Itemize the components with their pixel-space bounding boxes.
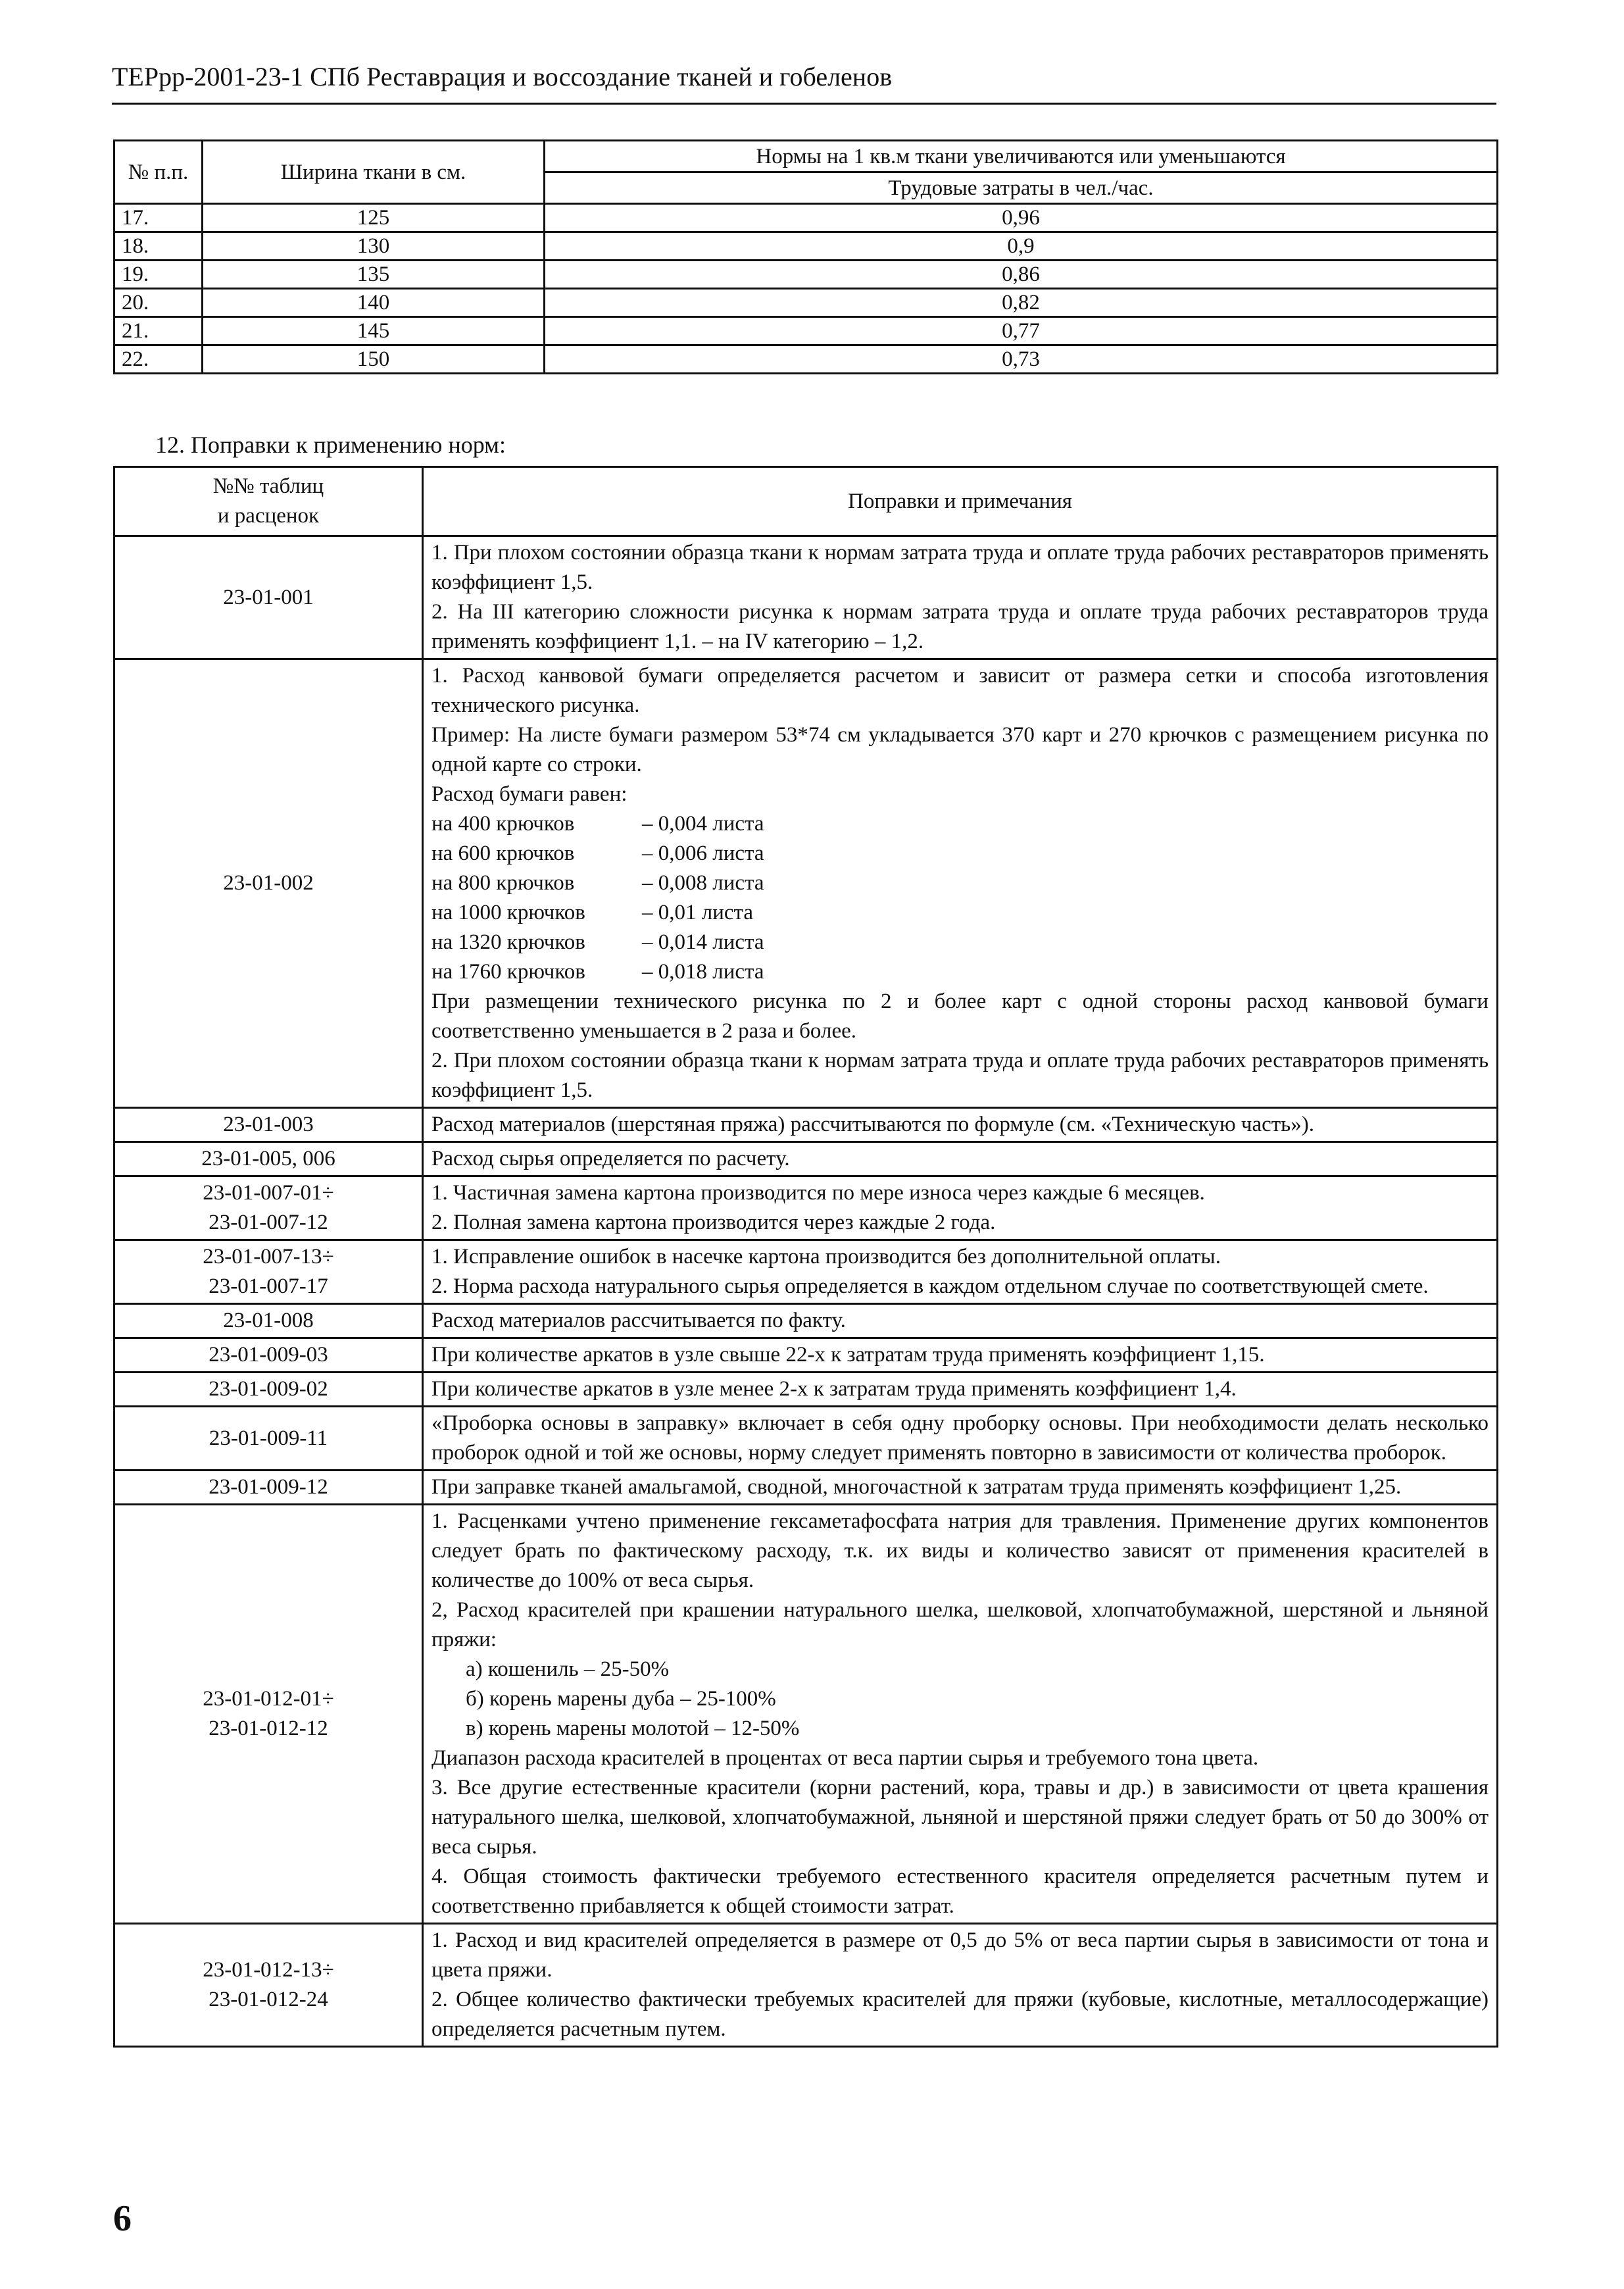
correction-note bbox=[423, 1338, 1498, 1372]
paper-consumption-line bbox=[431, 809, 1489, 839]
rate-code-line: 23-01-008 bbox=[223, 1309, 314, 1332]
note-line: 1. Расценками учтено применение гексаметафосфата натрия для травления. Применение других компонентов следует брать по фактическому расходу, т.к. их виды и количество зависят от применения красителей в количестве до 100% от веса сырья. bbox=[431, 1509, 1489, 1592]
rate-code bbox=[114, 1372, 423, 1407]
page-number: 6 bbox=[113, 2198, 132, 2239]
sheets-value: – 0,014 листа bbox=[642, 930, 764, 954]
correction-note bbox=[423, 1407, 1498, 1471]
table-row bbox=[114, 289, 1498, 317]
hooks-label: на 600 крючков bbox=[431, 842, 575, 865]
row-number: 21. bbox=[114, 317, 203, 345]
note-line: 1. Расход и вид красителей определяется в размере от 0,5 до 5% от веса партии сырья в зависимости от тона и цвета пряжи. bbox=[431, 1928, 1489, 1982]
note-line: Пример: На листе бумаги размером 53*74 см укладывается 370 карт и 270 крючков с размещением рисунка по одной карте со строки. bbox=[431, 723, 1489, 776]
note-line: 2. Полная замена картона производится через каждые 2 года. bbox=[431, 1211, 996, 1234]
correction-note bbox=[423, 1471, 1498, 1505]
rate-code-line: 23-01-005, 006 bbox=[201, 1147, 335, 1170]
page-header: ТЕРрр-2001-23-1 СПб Реставрация и воссоздание тканей и гобеленов bbox=[112, 61, 1496, 105]
section-title: 12. Поправки к применению норм: bbox=[155, 432, 506, 458]
note-line: Расход сырья определяется по расчету. bbox=[431, 1147, 790, 1170]
dye-line: б) корень марены дуба – 25-100% bbox=[466, 1687, 776, 1711]
corrections-body bbox=[114, 536, 1498, 2047]
note-line: При количестве аркатов в узле менее 2-х к затратам труда применять коэффициент 1,4. bbox=[431, 1377, 1237, 1401]
labor-value: 0,96 bbox=[545, 204, 1498, 232]
table-row bbox=[114, 1505, 1498, 1924]
note-line: 2. При плохом состоянии образца ткани к нормам затрата труда и оплате труда рабочих реставраторов применять коэффициент 1,5. bbox=[431, 1049, 1489, 1102]
rate-code bbox=[114, 659, 423, 1108]
rate-code bbox=[114, 1505, 423, 1924]
paper-consumption-line bbox=[431, 868, 1489, 898]
fabric-width: 150 bbox=[203, 345, 545, 374]
rate-code-line: 23-01-009-03 bbox=[209, 1343, 328, 1367]
table-row bbox=[114, 317, 1498, 345]
row-number: 17. bbox=[114, 204, 203, 232]
correction-note bbox=[423, 659, 1498, 1108]
note-line: 4. Общая стоимость фактически требуемого естественного красителя определяется расчетным путем и соответственно прибавляется к общей стоимости затрат. bbox=[431, 1865, 1489, 1918]
table-row bbox=[114, 1304, 1498, 1338]
dye-line: а) кошениль – 25-50% bbox=[466, 1657, 670, 1681]
note-line: При размещении технического рисунка по 2 и более карт с одной стороны расход канвовой бумаги соответственно уменьшается в 2 раза и более. bbox=[431, 990, 1489, 1043]
row-number: 22. bbox=[114, 345, 203, 374]
paper-consumption-line bbox=[431, 957, 1489, 987]
correction-note bbox=[423, 1240, 1498, 1304]
hooks-label: на 1320 крючков bbox=[431, 930, 585, 954]
rate-code-line: 23-01-009-11 bbox=[209, 1426, 328, 1450]
hooks-label: на 1000 крючков bbox=[431, 901, 585, 924]
row-number: 19. bbox=[114, 261, 203, 289]
table-row bbox=[114, 1407, 1498, 1471]
col-header-codes-line1: №№ таблиц bbox=[212, 474, 324, 498]
note-line: 3. Все другие естественные красители (корни растений, кора, травы и др.) в зависимости от цвета крашения натурального шелка, шелковой, хлопчатобумажной, льняной и шерстяной пряжи следует брать от 50 до 300% от веса сырья. bbox=[431, 1776, 1489, 1859]
rate-code bbox=[114, 1108, 423, 1142]
rate-code-line: 23-01-012-12 bbox=[209, 1717, 328, 1740]
note-line: 2. Норма расхода натурального сырья определяется в каждом отдельном случае по соответствующей смете. bbox=[431, 1274, 1429, 1298]
rate-code bbox=[114, 1142, 423, 1176]
note-line: 1. Исправление ошибок в насечке картона производится без дополнительной оплаты. bbox=[431, 1245, 1221, 1269]
rate-code-line: 23-01-003 bbox=[223, 1113, 314, 1136]
row-number: 18. bbox=[114, 232, 203, 261]
table-row bbox=[114, 1924, 1498, 2047]
corrections-table bbox=[113, 466, 1498, 2048]
labor-value: 0,86 bbox=[545, 261, 1498, 289]
labor-value: 0,82 bbox=[545, 289, 1498, 317]
labor-value: 0,73 bbox=[545, 345, 1498, 374]
rate-code-line: 23-01-009-02 bbox=[209, 1377, 328, 1401]
correction-note bbox=[423, 1142, 1498, 1176]
labor-value: 0,9 bbox=[545, 232, 1498, 261]
table-row bbox=[114, 1372, 1498, 1407]
fabric-width: 135 bbox=[203, 261, 545, 289]
correction-note bbox=[423, 1372, 1498, 1407]
note-line: Диапазон расхода красителей в процентах от веса партии сырья и требуемого тона цвета. bbox=[431, 1746, 1259, 1770]
note-line: «Проборка основы в заправку» включает в себя одну проборку основы. При необходимости делать несколько проборок одной и той же основы, норму следует применять повторно в зависимости от количества проборок. bbox=[431, 1411, 1489, 1465]
correction-note bbox=[423, 1924, 1498, 2047]
col-header-norms: Нормы на 1 кв.м ткани увеличиваются или уменьшаются bbox=[545, 141, 1498, 172]
rate-code-line: 23-01-012-13÷ bbox=[203, 1958, 334, 1982]
rate-code-line: 23-01-012-24 bbox=[209, 1988, 328, 2011]
note-line: 1. Расход канвовой бумаги определяется расчетом и зависит от размера сетки и способа изготовления технического рисунка. bbox=[431, 664, 1489, 717]
table-row bbox=[114, 204, 1498, 232]
fabric-width: 140 bbox=[203, 289, 545, 317]
width-norms-table bbox=[113, 139, 1498, 374]
note-line: 2, Расход красителей при крашении натурального шелка, шелковой, хлопчатобумажной, шерстяной и льняной пряжи: bbox=[431, 1598, 1489, 1651]
table-row bbox=[114, 345, 1498, 374]
rate-code bbox=[114, 1304, 423, 1338]
note-line: Расход материалов (шерстяная пряжа) рассчитываются по формуле (см. «Техническую часть»). bbox=[431, 1113, 1314, 1136]
dye-line: в) корень марены молотой – 12-50% bbox=[466, 1717, 800, 1740]
hooks-label: на 800 крючков bbox=[431, 871, 575, 895]
correction-note bbox=[423, 1108, 1498, 1142]
paper-consumption-line bbox=[431, 839, 1489, 868]
sheets-value: – 0,018 листа bbox=[642, 960, 764, 984]
table-row bbox=[114, 1176, 1498, 1240]
note-line: При заправке тканей амальгамой, сводной, многочастной к затратам труда применять коэффициент 1,25. bbox=[431, 1475, 1402, 1499]
sheets-value: – 0,004 листа bbox=[642, 812, 764, 836]
sheets-value: – 0,006 листа bbox=[642, 842, 764, 865]
col-header-labor: Трудовые затраты в чел./час. bbox=[545, 172, 1498, 204]
width-norms-body bbox=[114, 204, 1498, 374]
table-row bbox=[114, 1338, 1498, 1372]
col-header-codes bbox=[114, 467, 423, 536]
paper-consumption-line bbox=[431, 928, 1489, 957]
hooks-label: на 1760 крючков bbox=[431, 960, 585, 984]
paper-consumption-line bbox=[431, 898, 1489, 928]
table-row bbox=[114, 1240, 1498, 1304]
correction-note bbox=[423, 1505, 1498, 1924]
note-line: При количестве аркатов в узле свыше 22-х к затратам труда применять коэффициент 1,15. bbox=[431, 1343, 1265, 1367]
rate-code-line: 23-01-007-17 bbox=[209, 1274, 328, 1298]
table-row bbox=[114, 1471, 1498, 1505]
note-line: 1. Частичная замена картона производится по мере износа через каждые 6 месяцев. bbox=[431, 1181, 1205, 1205]
fabric-width: 145 bbox=[203, 317, 545, 345]
rate-code-line: 23-01-007-01÷ bbox=[203, 1181, 334, 1205]
correction-note bbox=[423, 1176, 1498, 1240]
rate-code bbox=[114, 536, 423, 659]
note-line: 2. Общее количество фактически требуемых красителей для пряжи (кубовые, кислотные, металлосодержащие) определяется расчетным путем. bbox=[431, 1988, 1489, 2041]
col-header-width: Ширина ткани в см. bbox=[203, 141, 545, 204]
table-row bbox=[114, 536, 1498, 659]
row-number: 20. bbox=[114, 289, 203, 317]
rate-code bbox=[114, 1176, 423, 1240]
col-header-num: № п.п. bbox=[114, 141, 203, 204]
note-line: Расход бумаги равен: bbox=[431, 782, 627, 806]
fabric-width: 125 bbox=[203, 204, 545, 232]
col-header-notes: Поправки и примечания bbox=[423, 467, 1498, 536]
sheets-value: – 0,01 листа bbox=[642, 901, 753, 924]
note-line: 2. На III категорию сложности рисунка к нормам затрата труда и оплате труда рабочих реставраторов труда применять коэффициент 1,1. – на IV категорию – 1,2. bbox=[431, 600, 1489, 653]
correction-note bbox=[423, 1304, 1498, 1338]
table-row bbox=[114, 261, 1498, 289]
rate-code-line: 23-01-002 bbox=[223, 871, 314, 895]
note-line: Расход материалов рассчитывается по факту. bbox=[431, 1309, 846, 1332]
rate-code-line: 23-01-001 bbox=[223, 585, 314, 609]
col-header-codes-line2: и расценок bbox=[217, 504, 320, 528]
rate-code-line: 23-01-007-12 bbox=[209, 1211, 328, 1234]
rate-code-line: 23-01-007-13÷ bbox=[203, 1245, 334, 1269]
rate-code bbox=[114, 1924, 423, 2047]
rate-code bbox=[114, 1407, 423, 1471]
sheets-value: – 0,008 листа bbox=[642, 871, 764, 895]
table-row bbox=[114, 1142, 1498, 1176]
table-row bbox=[114, 1108, 1498, 1142]
fabric-width: 130 bbox=[203, 232, 545, 261]
rate-code bbox=[114, 1471, 423, 1505]
table-row bbox=[114, 659, 1498, 1108]
rate-code-line: 23-01-009-12 bbox=[209, 1475, 328, 1499]
rate-code bbox=[114, 1338, 423, 1372]
labor-value: 0,77 bbox=[545, 317, 1498, 345]
rate-code-line: 23-01-012-01÷ bbox=[203, 1687, 334, 1711]
hooks-label: на 400 крючков bbox=[431, 812, 575, 836]
rate-code bbox=[114, 1240, 423, 1304]
correction-note bbox=[423, 536, 1498, 659]
note-line: 1. При плохом состоянии образца ткани к нормам затрата труда и оплате труда рабочих реставраторов применять коэффициент 1,5. bbox=[431, 541, 1489, 594]
table-row bbox=[114, 232, 1498, 261]
